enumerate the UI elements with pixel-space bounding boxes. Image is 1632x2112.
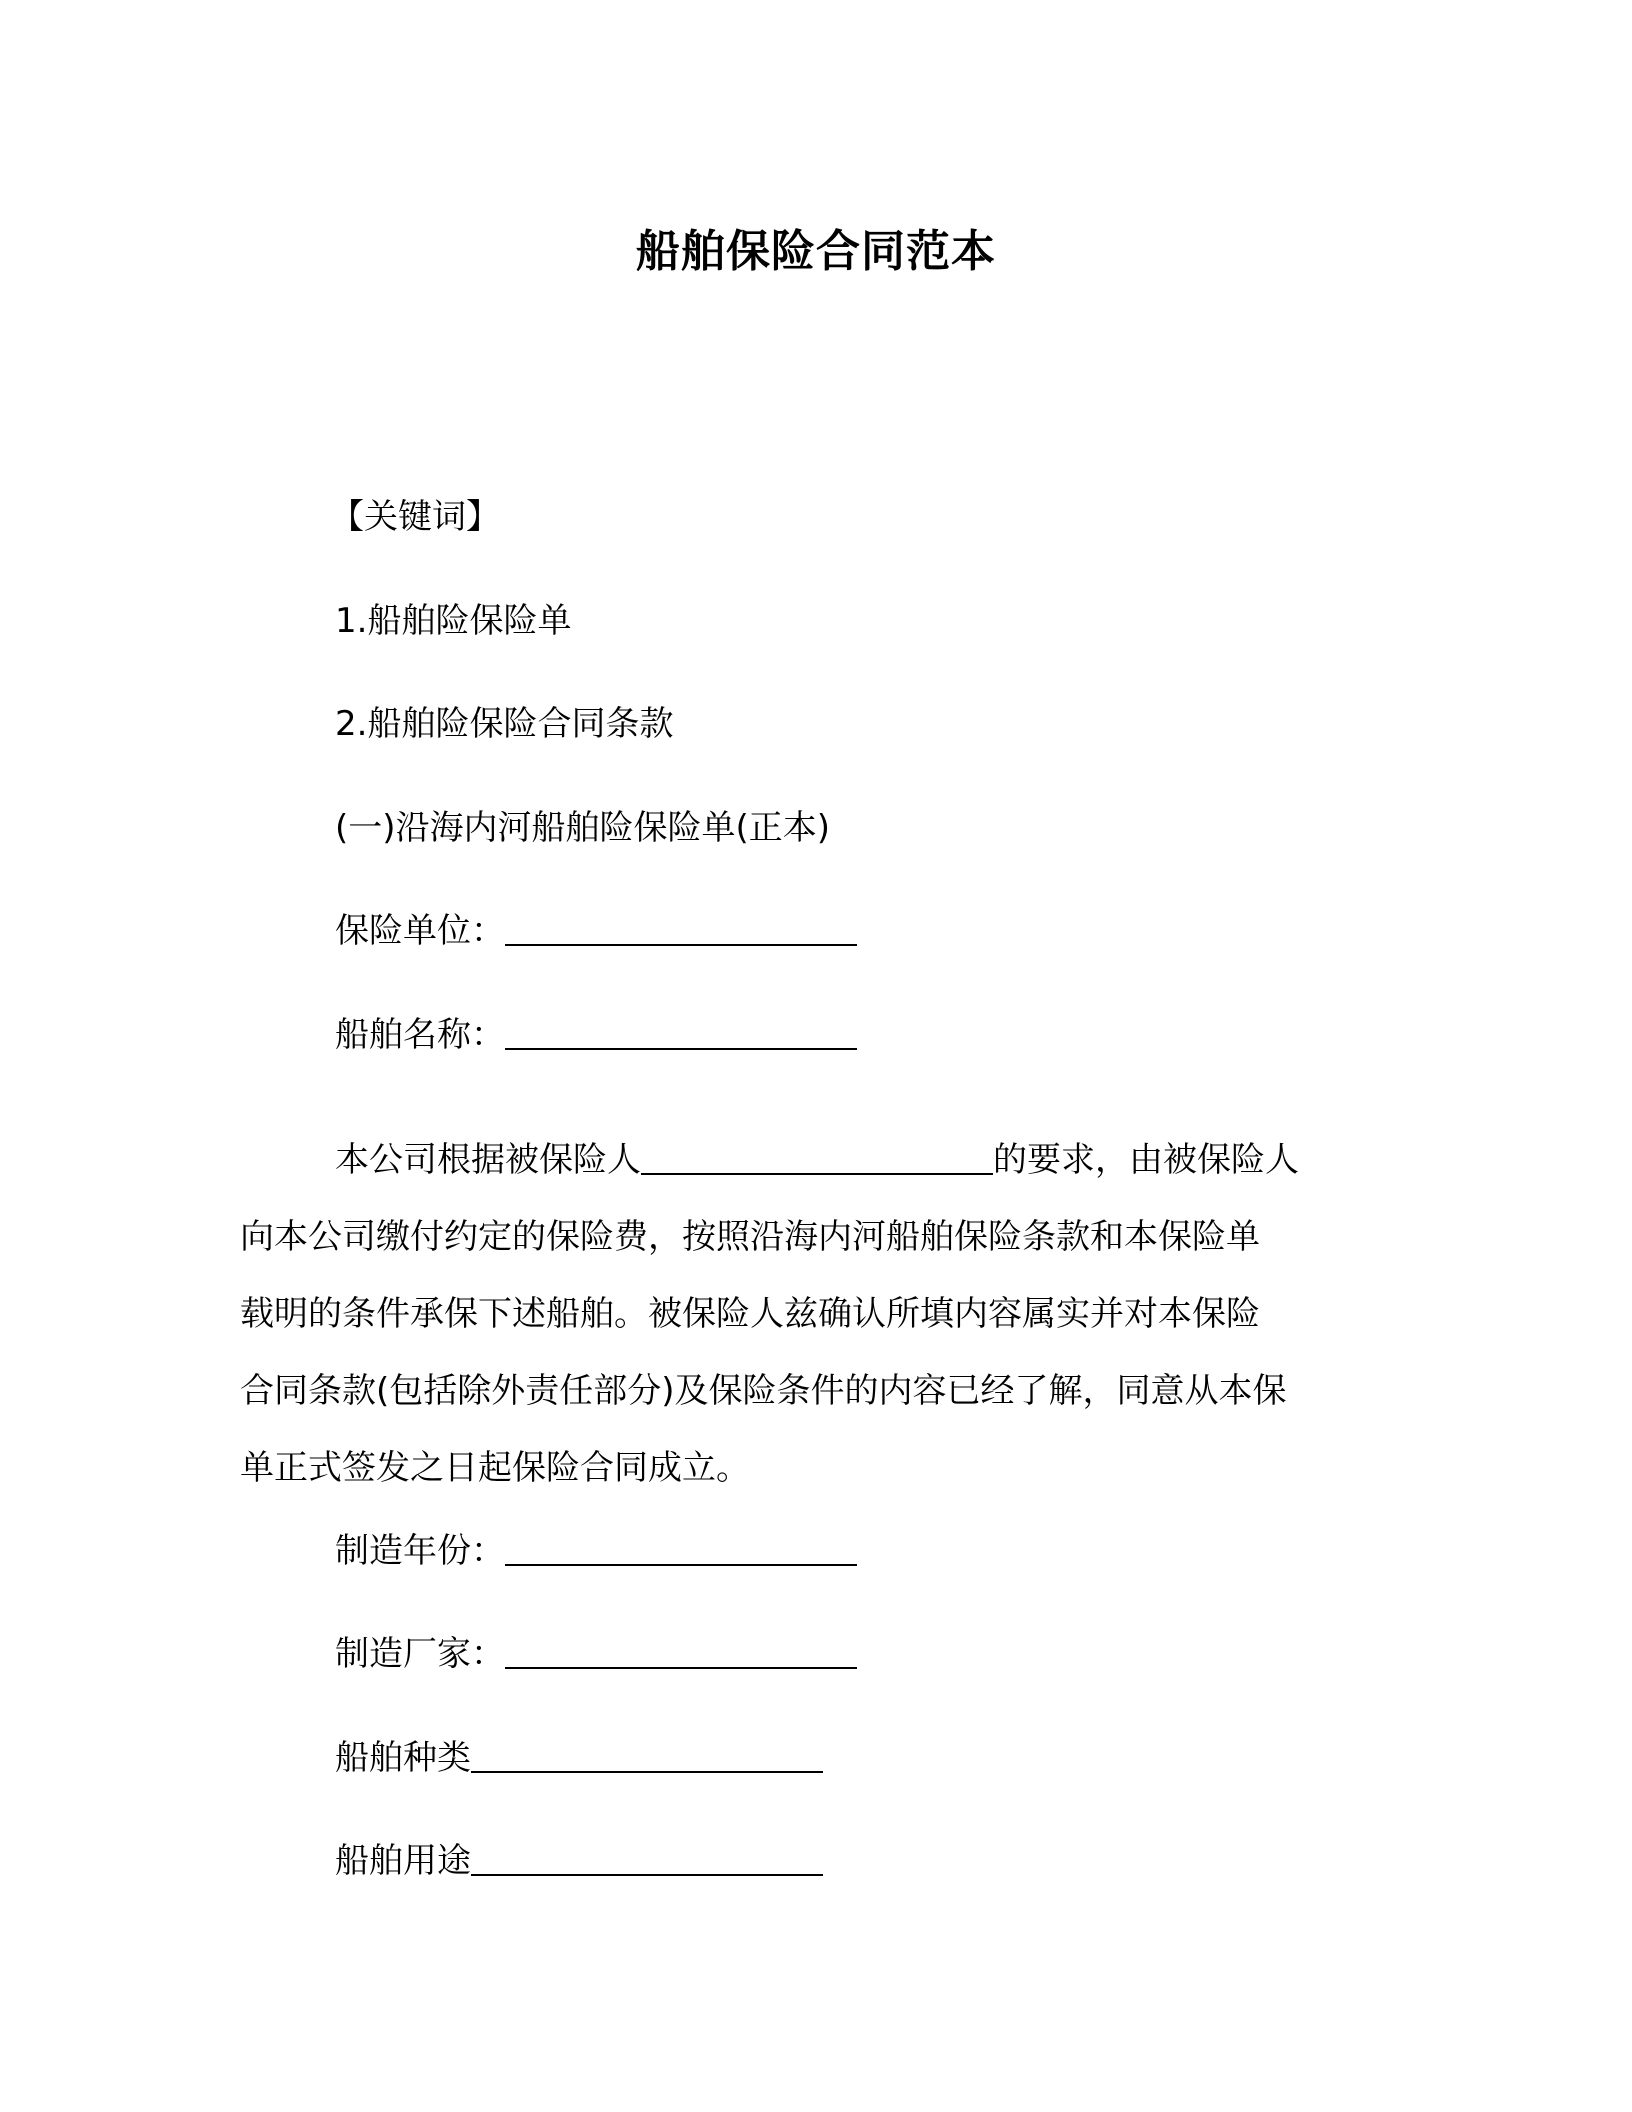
keywords-heading: 【关键词】 [330, 497, 500, 537]
field-build-year [335, 1527, 857, 1575]
field-ship-type-blank [471, 1735, 823, 1773]
field-insurer [335, 907, 857, 955]
insured-name-blank [641, 1137, 993, 1175]
field-ship-name [335, 1011, 857, 1059]
paragraph-line-1 [240, 1122, 1380, 1199]
field-insurer-blank [505, 908, 857, 946]
field-ship-name-label: 船舶名称： [335, 1015, 505, 1055]
paragraph-line-3: 载明的条件承保下述船舶。被保险人兹确认所填内容属实并对本保险 [240, 1294, 1260, 1334]
contract-paragraph [240, 1122, 1380, 1507]
field-build-year-blank [505, 1528, 857, 1566]
paragraph-part-1: 本公司根据被保险人 [335, 1140, 641, 1180]
paragraph-line-5: 单正式签发之日起保险合同成立。 [240, 1448, 750, 1488]
field-build-year-label: 制造年份： [335, 1531, 505, 1571]
keyword-item-2: 2.船舶险保险合同条款 [335, 704, 674, 744]
field-ship-use-label: 船舶用途 [335, 1841, 471, 1881]
field-manufacturer-blank [505, 1631, 857, 1669]
field-manufacturer [335, 1630, 857, 1678]
field-ship-use-blank [471, 1838, 823, 1876]
paragraph-part-2: 的要求，由被保险人 [993, 1140, 1299, 1180]
keyword-item-1: 1.船舶险保险单 [335, 601, 572, 641]
field-ship-type [335, 1734, 823, 1782]
paragraph-line-2: 向本公司缴付约定的保险费，按照沿海内河船舶保险条款和本保险单 [240, 1217, 1260, 1257]
field-ship-name-blank [505, 1012, 857, 1050]
paragraph-line-4: 合同条款(包括除外责任部分)及保险条件的内容已经了解，同意从本保 [240, 1371, 1287, 1411]
field-ship-type-label: 船舶种类 [335, 1738, 471, 1778]
field-insurer-label: 保险单位： [335, 911, 505, 951]
section-heading: (一)沿海内河船舶险保险单(正本) [335, 808, 831, 848]
document-title: 船舶保险合同范本 [636, 226, 996, 277]
field-ship-use [335, 1837, 823, 1885]
field-manufacturer-label: 制造厂家： [335, 1634, 505, 1674]
